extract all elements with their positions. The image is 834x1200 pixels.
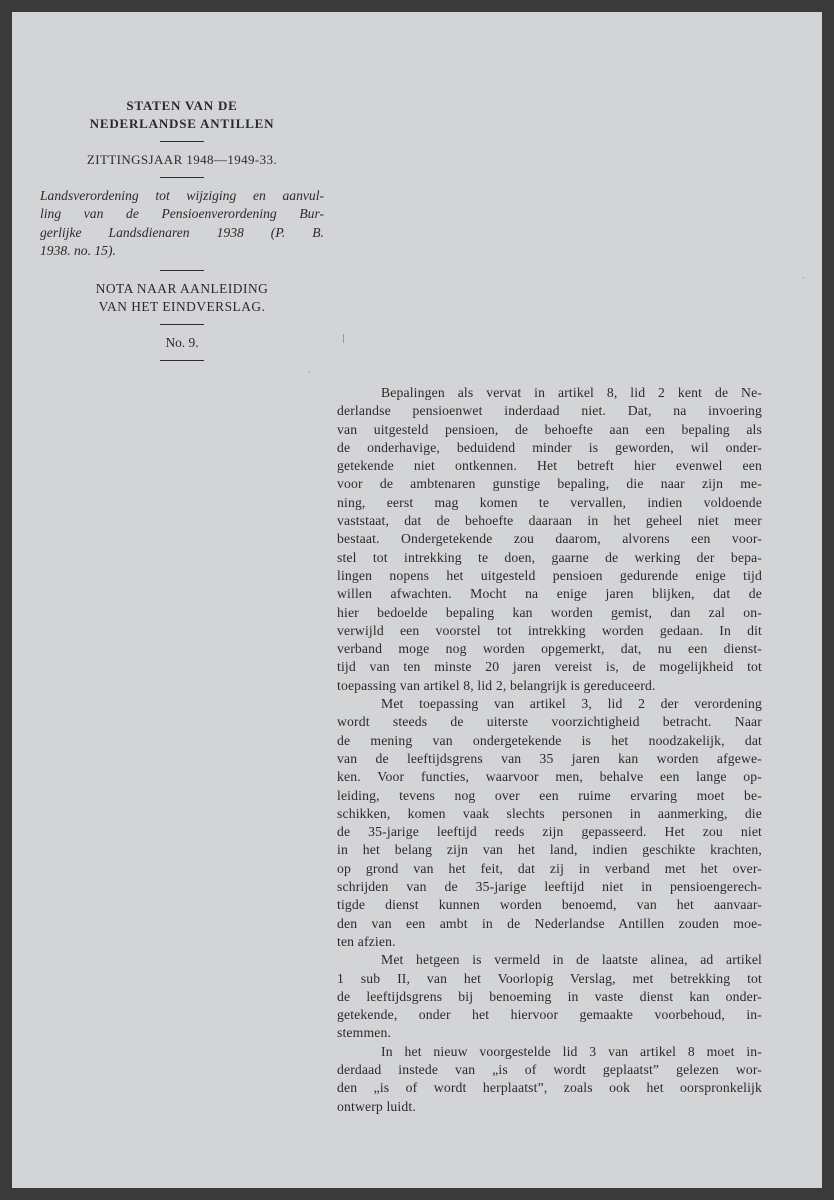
body-line: In het nieuw voorgestelde lid 3 van artikel 8 moet in- <box>381 1043 762 1059</box>
body-line: tigde dienst kunnen worden benoemd, van het aanvaar- <box>337 897 762 913</box>
body-line: getekende niet ontkennen. Het betreft hier evenwel een <box>337 458 762 474</box>
body-paragraph <box>337 695 762 951</box>
body-line: toepassing van artikel 8, lid 2, belangrijk is gereduceerd. <box>337 677 656 693</box>
scan-mark: · <box>308 368 311 378</box>
body-line: hier bedoelde bepaling kan worden gemist, dan zal on- <box>337 604 762 620</box>
body-line: ten afzien. <box>337 933 396 949</box>
body-line: getekende, onder het hiervoor gemaakte voorbehoud, in- <box>337 1007 762 1023</box>
body-line: leiding, tevens nog over een ruime ervaring moet be- <box>337 787 762 803</box>
body-line: ontwerp luidt. <box>337 1098 416 1114</box>
body-line: de onderhavige, beduidend minder is geworden, wil onder- <box>337 439 762 455</box>
body-line: Met toepassing van artikel 3, lid 2 der verordening <box>381 696 762 712</box>
body-line: stel tot intrekking te doen, gaarne de werking der bepa- <box>337 549 762 565</box>
divider-rule <box>160 270 204 271</box>
body-line: lingen nopens het uitgesteld pensioen gedurende enige tijd <box>337 567 762 583</box>
body-line: de leeftijdsgrens bij benoeming in vaste dienst kan onder- <box>337 988 762 1004</box>
body-line: derdaad instede van „is of wordt geplaatst” gelezen wor- <box>337 1061 762 1077</box>
body-line: den van een ambt in de Nederlandse Antillen zouden moe- <box>337 915 762 931</box>
org-name-line1: STATEN VAN DE <box>126 98 238 113</box>
body-line: verband moge nog worden opgemerkt, dat, nu een dienst- <box>337 641 762 657</box>
scan-mark: | <box>342 334 346 344</box>
document-header <box>34 97 330 370</box>
scan-mark: · <box>802 274 805 284</box>
body-paragraph <box>337 384 762 695</box>
body-line: bestaat. Ondergetekende zou daarom, alvorens een voor- <box>337 531 762 547</box>
document-number: No. 9. <box>165 335 199 351</box>
body-line: wordt steeds de uiterste voorzichtigheid betracht. Naar <box>337 714 762 730</box>
body-line: ning, eerst mag komen te vervallen, indien voldoende <box>337 494 762 510</box>
body-line: Bepalingen als vervat in artikel 8, lid 2 kent de Ne- <box>381 385 762 400</box>
body-paragraph <box>337 1043 762 1116</box>
subject-line: ling van de Pensioenverordening Bur- <box>40 206 324 222</box>
document-page <box>12 12 822 1188</box>
nota-title-line2: VAN HET EINDVERSLAG. <box>98 299 266 315</box>
body-line: Met hetgeen is vermeld in de laatste alinea, ad artikel <box>381 952 762 968</box>
body-text <box>337 384 762 1116</box>
body-line: in het belang zijn van het land, indien geschikte krachten, <box>337 842 762 858</box>
body-line: van uitgesteld pensioen, de behoefte aan een bepaling als <box>337 421 762 437</box>
divider-rule <box>160 177 204 178</box>
body-line: derlandse pensioenwet inderdaad niet. Dat, na invoering <box>337 403 762 419</box>
subject-line: Landsverordening tot wijziging en aanvul- <box>40 188 324 203</box>
subject-title <box>34 187 330 260</box>
divider-rule <box>160 141 204 142</box>
body-line: van de leeftijdsgrens van 35 jaren kan worden afgewe- <box>337 750 762 766</box>
body-line: vaststaat, dat de behoefte daaraan in het geheel niet meer <box>337 513 762 529</box>
divider-rule <box>160 324 204 325</box>
divider-rule <box>160 360 204 361</box>
body-line: de 35-jarige leeftijd reeds zijn gepasseerd. Het zou niet <box>337 824 762 840</box>
body-line: de mening van ondergetekende is het noodzakelijk, dat <box>337 732 762 748</box>
body-line: voor de ambtenaren gunstige bepaling, die naar zijn me- <box>337 476 762 492</box>
body-line: schrijden van de 35-jarige leeftijd niet in pensioengerech- <box>337 879 762 895</box>
body-line: stemmen. <box>337 1025 392 1041</box>
body-line: verwijld een voorstel tot intrekking worden gedaan. In dit <box>337 622 762 638</box>
body-line: den „is of wordt herplaatst”, zoals ook het oorspronkelijk <box>337 1080 762 1096</box>
org-name-line2: NEDERLANDSE ANTILLEN <box>89 116 275 131</box>
body-line: schikken, komen vaak slechts personen in aanmerking, die <box>337 805 762 821</box>
body-line: willen afwachten. Mocht na enige jaren blijken, dat de <box>337 586 762 602</box>
nota-title-line1: NOTA NAAR AANLEIDING <box>95 281 269 297</box>
body-line: ken. Voor functies, waarvoor men, behalve een lange op- <box>337 769 762 785</box>
subject-line: gerlijke Landsdienaren 1938 (P. B. <box>40 224 324 240</box>
body-line: tijd van ten minste 20 jaren vereist is, de mogelijkheid tot <box>337 659 762 675</box>
body-line: op grond van het feit, dat zij in verband met het over- <box>337 860 762 876</box>
subject-line: 1938. no. 15). <box>40 242 116 258</box>
body-line: 1 sub II, van het Voorlopig Verslag, met betrekking tot <box>337 970 762 986</box>
session-year: ZITTINGSJAAR 1948—1949-33. <box>86 152 278 167</box>
body-paragraph <box>337 951 762 1042</box>
